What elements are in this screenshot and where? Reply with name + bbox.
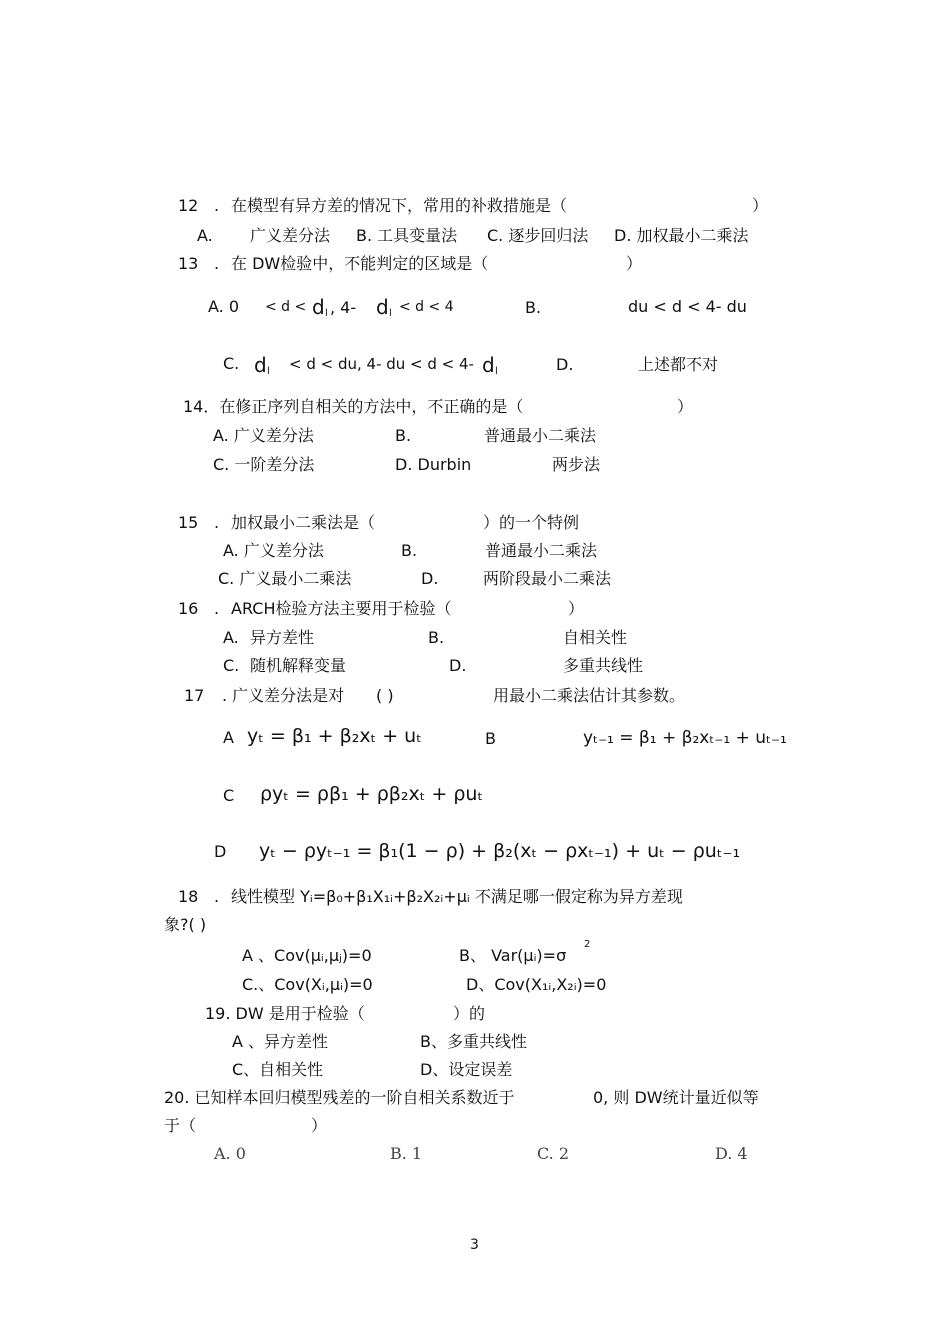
q16-option-b-label: B.	[428, 628, 445, 647]
q17-blank: ( )	[376, 686, 394, 705]
q16-option-d-label: D.	[449, 656, 467, 675]
q13-option-a-dl2: d	[376, 295, 389, 319]
q19-option-a: A 、异方差性	[232, 1032, 329, 1051]
q13-option-d-label: D.	[556, 355, 574, 374]
q16-stem: ARCH检验方法主要用于检验（	[231, 599, 452, 618]
q17-option-b-label: B	[485, 729, 496, 748]
q13-dot: .	[214, 254, 220, 273]
q13-option-c-dl2: d	[482, 353, 495, 377]
q13-option-a-label: A. 0	[208, 297, 240, 316]
q12-option-d: D. 加权最小二乘法	[614, 226, 749, 245]
q16-option-c-label: C.	[223, 656, 240, 675]
q12-close-paren: ）	[752, 196, 769, 215]
q15-stem-2: ）的一个特例	[483, 513, 580, 532]
q12-dot: .	[214, 196, 220, 215]
q17-number: 17	[184, 686, 205, 705]
q17-option-a-label: A	[223, 728, 234, 747]
q15-option-b-label: B.	[401, 541, 418, 560]
q15-option-b-text: 普通最小二乘法	[485, 541, 598, 560]
q13-option-c-label: C.	[223, 354, 240, 373]
q17-option-d-label: D	[214, 842, 227, 861]
q14-option-b-text: 普通最小二乘法	[484, 426, 597, 445]
q14-close-paren: ）	[677, 397, 694, 416]
q19-option-d: D、设定误差	[420, 1060, 513, 1079]
q12-option-c: C. 逐步回归法	[487, 226, 589, 245]
page-number: 3	[470, 1237, 479, 1253]
q12-stem: 在模型有异方差的情况下，常用的补救措施是（	[231, 196, 568, 215]
q20-option-a: A. 0	[214, 1144, 246, 1163]
q15-number: 15	[178, 513, 199, 532]
q12-option-a-label: A.	[197, 226, 213, 245]
q14-option-d-label: D. Durbin	[395, 455, 472, 474]
q14-option-b-label: B.	[395, 426, 412, 445]
q12-number: 12	[178, 196, 199, 215]
q18-option-b: B、 Var(μᵢ)=σ	[459, 946, 567, 965]
q19-option-c: C、自相关性	[232, 1060, 324, 1079]
q15-option-d-label: D.	[421, 569, 439, 588]
q13-close-paren: ）	[626, 254, 643, 273]
q20-option-b: B. 1	[390, 1144, 423, 1163]
q20-stem-3: 于（	[164, 1116, 197, 1135]
q17-option-c-label: C	[223, 786, 235, 805]
q13-option-c-dl: d	[254, 353, 267, 377]
q12-option-b: B. 工具变量法	[356, 226, 458, 245]
q14-stem: 14．在修正序列自相关的方法中，不正确的是（	[183, 397, 524, 416]
q18-option-a: A 、Cov(μᵢ,μⱼ)=0	[242, 946, 372, 965]
q13-option-c-l-sub2: l	[495, 366, 498, 377]
q15-option-c: C. 广义最小二乘法	[218, 569, 352, 588]
q13-option-c-l-sub: l	[267, 366, 270, 377]
q15-option-a: A. 广义差分法	[223, 541, 324, 560]
q18-option-b-sup: 2	[584, 939, 591, 950]
q19-stem-2: ）的	[453, 1004, 486, 1023]
q13-option-a-expr-1: < d <	[265, 299, 307, 315]
q16-option-a-label: A.	[223, 628, 239, 647]
q18-option-d: D、Cov(X₁ᵢ,X₂ᵢ)=0	[466, 975, 607, 994]
q16-option-c-text: 随机解释变量	[250, 656, 347, 675]
q12-option-a-text: 广义差分法	[250, 226, 331, 245]
q16-option-b-text: 自相关性	[563, 628, 628, 647]
q20-option-d: D. 4	[715, 1144, 748, 1163]
q14-option-a: A. 广义差分法	[213, 426, 314, 445]
q16-close-paren: ）	[568, 599, 585, 618]
q20-close-paren: ）	[311, 1116, 328, 1135]
q13-option-a-expr-3: < d < 4	[399, 299, 454, 315]
q13-option-c-expr: < d < du, 4- du < d < 4-	[289, 355, 474, 373]
q16-dot: .	[214, 599, 220, 618]
q17-option-a-formula: yₜ = β₁ + β₂xₜ + uₜ	[247, 725, 422, 747]
q13-number: 13	[178, 254, 199, 273]
q13-option-a-expr-2: , 4-	[330, 298, 357, 317]
q18-option-c: C.、Cov(Xᵢ,μᵢ)=0	[242, 975, 373, 994]
q16-option-d-text: 多重共线性	[563, 656, 644, 675]
q14-option-c: C. 一阶差分法	[213, 455, 315, 474]
q13-option-b-label: B.	[525, 298, 542, 317]
q14-option-d-text: 两步法	[552, 455, 601, 474]
q16-number: 16	[178, 599, 199, 618]
q18-number: 18	[178, 887, 199, 906]
q16-option-a-text: 异方差性	[250, 628, 315, 647]
q15-stem: 加权最小二乘法是（	[231, 513, 376, 532]
q17-option-d-formula: yₜ − ρyₜ₋₁ = β₁(1 − ρ) + β₂(xₜ − ρxₜ₋₁) + uₜ − ρuₜ₋₁	[259, 840, 741, 862]
q18-dot: .	[214, 887, 220, 906]
q17-option-c-formula: ρyₜ = ρβ₁ + ρβ₂xₜ + ρuₜ	[260, 783, 484, 805]
q13-option-a-l-sub: l	[325, 308, 328, 319]
q20-stem: 20. 已知样本回归模型残差的一阶自相关系数近于	[164, 1088, 515, 1107]
q17-stem: . 广义差分法是对	[222, 686, 345, 705]
q20-option-c: C. 2	[537, 1144, 570, 1163]
q19-option-b: B、多重共线性	[420, 1032, 527, 1051]
q13-option-a-l-sub2: l	[389, 308, 392, 319]
q15-option-d-text: 两阶段最小二乘法	[483, 569, 612, 588]
q19-stem: 19. DW 是用于检验（	[205, 1004, 365, 1023]
q13-option-a-dl: d	[312, 295, 325, 319]
q15-dot: .	[214, 513, 220, 532]
q17-option-b-formula: yₜ₋₁ = β₁ + β₂xₜ₋₁ + uₜ₋₁	[583, 728, 787, 748]
q13-option-b-expr: du < d < 4- du	[628, 297, 747, 316]
q13-option-d-text: 上述都不对	[638, 355, 719, 374]
q17-stem-2: 用最小二乘法估计其参数。	[493, 686, 686, 705]
q18-stem-2: 象?( )	[164, 915, 207, 934]
q18-stem: 线性模型 Yᵢ=β₀+β₁X₁ᵢ+β₂X₂ᵢ+μᵢ 不满足哪一假定称为异方差现	[231, 887, 683, 906]
q20-stem-2: 0, 则 DW统计量近似等	[593, 1088, 759, 1107]
q13-stem: 在 DW检验中，不能判定的区域是（	[231, 254, 489, 273]
